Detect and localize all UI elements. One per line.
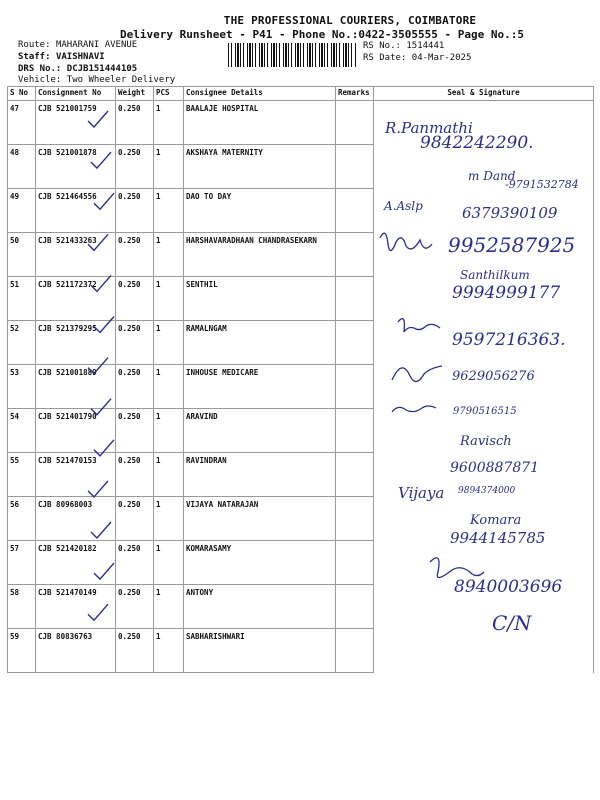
cell-consignee: RAMALNGAM xyxy=(184,321,336,365)
cell-sno: 57 xyxy=(8,541,36,585)
drs-label: DRS No.: xyxy=(18,64,62,74)
cell-sno: 48 xyxy=(8,145,36,189)
cell-sno: 49 xyxy=(8,189,36,233)
cell-signature xyxy=(374,233,594,277)
barcode-bar xyxy=(276,43,277,67)
cell-signature xyxy=(374,145,594,189)
vehicle-value: Two Wheeler Delivery xyxy=(66,75,176,85)
cell-remarks xyxy=(336,629,374,673)
barcode-bar xyxy=(243,43,244,67)
cell-weight: 0.250 xyxy=(116,541,154,585)
sig-51-name: Santhilkum xyxy=(460,268,530,282)
cell-signature xyxy=(374,189,594,233)
table-row xyxy=(8,629,594,673)
cell-pcs: 1 xyxy=(154,101,184,145)
barcode-bar xyxy=(285,43,287,67)
cell-remarks xyxy=(336,101,374,145)
barcode-bar xyxy=(231,43,232,67)
barcode-bar xyxy=(345,43,347,67)
barcode-bar xyxy=(283,43,284,67)
cell-consignee: RAVINDRAN xyxy=(184,453,336,497)
cell-pcs: 1 xyxy=(154,541,184,585)
cell-consignee: ARAVIND xyxy=(184,409,336,453)
rs-date-label: RS Date: xyxy=(363,53,407,63)
cell-weight: 0.250 xyxy=(116,365,154,409)
cell-signature xyxy=(374,365,594,409)
cell-remarks xyxy=(336,145,374,189)
cell-consignment: CJB 521379295 xyxy=(36,321,116,365)
barcode-bar xyxy=(247,43,248,67)
sig-47-name: R.Panmathi xyxy=(385,119,473,137)
company-title: THE PROFESSIONAL COURIERS, COIMBATORE xyxy=(223,14,477,27)
sig-55-name: Ravisch xyxy=(460,434,512,449)
barcode-bar xyxy=(348,43,349,67)
cell-signature xyxy=(374,101,594,145)
cell-sno: 52 xyxy=(8,321,36,365)
drs-line xyxy=(18,64,137,74)
cell-signature xyxy=(374,277,594,321)
table-row xyxy=(8,233,594,277)
runsheet-subtitle: Delivery Runsheet - P41 - Phone No.:0422-3505555 - Page No.:5 xyxy=(120,28,524,41)
cell-sno: 54 xyxy=(8,409,36,453)
cell-remarks xyxy=(336,409,374,453)
barcode-bar xyxy=(321,43,323,67)
sig-54-phone: 9790516515 xyxy=(453,406,517,417)
route-value: MAHARANI AVENUE xyxy=(55,40,138,50)
cell-consignment: CJB 521001878 xyxy=(36,145,116,189)
col-pcs-header: PCS xyxy=(154,87,184,101)
cell-weight: 0.250 xyxy=(116,453,154,497)
table-row xyxy=(8,145,594,189)
cell-signature xyxy=(374,541,594,585)
cell-weight: 0.250 xyxy=(116,189,154,233)
barcode-bar xyxy=(355,43,356,67)
table-row xyxy=(8,101,594,145)
cell-signature xyxy=(374,453,594,497)
cell-consignee: BAALAJE HOSPITAL xyxy=(184,101,336,145)
table-row xyxy=(8,541,594,585)
sig-55-phone: 9600887871 xyxy=(450,460,540,476)
cell-remarks xyxy=(336,541,374,585)
cell-pcs: 1 xyxy=(154,233,184,277)
barcode-bar xyxy=(339,43,340,67)
barcode-bar xyxy=(315,43,316,67)
cell-weight: 0.250 xyxy=(116,629,154,673)
cell-sno: 59 xyxy=(8,629,36,673)
table-row xyxy=(8,321,594,365)
cell-pcs: 1 xyxy=(154,365,184,409)
barcode-image xyxy=(228,43,356,67)
rs-date-line xyxy=(363,53,471,63)
cell-signature xyxy=(374,321,594,365)
col-consignee-header: Consignee Details xyxy=(184,87,336,101)
barcode-bar xyxy=(273,43,275,67)
barcode-bar xyxy=(228,43,229,67)
cell-pcs: 1 xyxy=(154,409,184,453)
barcode-bar xyxy=(267,43,268,67)
rs-no-value: 1514441 xyxy=(406,41,445,51)
vehicle-line xyxy=(18,75,175,85)
barcode-bar xyxy=(309,43,311,67)
sig-56-phone: 9894374000 xyxy=(458,486,516,496)
route-label: Route: xyxy=(18,40,51,50)
cell-consignee: HARSHAVARADHAAN CHANDRASEKARN xyxy=(184,233,336,277)
sig-49-name-b: A.Aslp xyxy=(384,199,423,213)
rs-date-value: 04-Mar-2025 xyxy=(411,53,472,63)
cell-consignee: SENTHIL xyxy=(184,277,336,321)
sig-49-phone-b: 6379390109 xyxy=(462,204,558,222)
cell-pcs: 1 xyxy=(154,453,184,497)
cell-remarks xyxy=(336,365,374,409)
cell-sno: 51 xyxy=(8,277,36,321)
cell-sno: 50 xyxy=(8,233,36,277)
cell-weight: 0.250 xyxy=(116,233,154,277)
cell-consignment: CJB 80836763 xyxy=(36,629,116,673)
staff-label: Staff: xyxy=(18,52,51,62)
staff-line xyxy=(18,52,105,62)
table-row xyxy=(8,497,594,541)
cell-remarks xyxy=(336,189,374,233)
cell-pcs: 1 xyxy=(154,585,184,629)
table-row xyxy=(8,409,594,453)
barcode-bar xyxy=(343,43,344,67)
cell-consignee: VIJAYA NATARAJAN xyxy=(184,497,336,541)
barcode-bar xyxy=(237,43,239,67)
cell-sno: 53 xyxy=(8,365,36,409)
sig-58-phone: 8940003696 xyxy=(454,577,563,597)
cell-remarks xyxy=(336,453,374,497)
drs-value: DCJB151444105 xyxy=(66,64,138,74)
table-row xyxy=(8,189,594,233)
cell-consignment: CJB 521001889 xyxy=(36,365,116,409)
barcode-bar xyxy=(300,43,301,67)
barcode-bar xyxy=(279,43,280,67)
barcode-bar xyxy=(271,43,272,67)
col-remarks-header: Remarks xyxy=(336,87,374,101)
barcode-bar xyxy=(261,43,263,67)
cell-consignee: ANTONY xyxy=(184,585,336,629)
barcode-bar xyxy=(333,43,335,67)
cell-consignment: CJB 521464556 xyxy=(36,189,116,233)
table-row xyxy=(8,585,594,629)
cell-consignee: AKSHAYA MATERNITY xyxy=(184,145,336,189)
barcode-bar xyxy=(327,43,328,67)
cell-sno: 56 xyxy=(8,497,36,541)
table-row xyxy=(8,277,594,321)
sig-57-phone: 9944145785 xyxy=(450,529,546,547)
barcode-bar xyxy=(319,43,320,67)
sig-56-name: Vijaya xyxy=(398,484,445,502)
cell-consignment: CJB 521470153 xyxy=(36,453,116,497)
cell-weight: 0.250 xyxy=(116,145,154,189)
table-header-row xyxy=(8,87,594,101)
cell-sno: 47 xyxy=(8,101,36,145)
barcode-bar xyxy=(240,43,241,67)
cell-remarks xyxy=(336,321,374,365)
cell-pcs: 1 xyxy=(154,145,184,189)
cell-signature xyxy=(374,629,594,673)
sig-50-phone: 9952587925 xyxy=(448,233,576,257)
cell-pcs: 1 xyxy=(154,321,184,365)
cell-consignee: INHOUSE MEDICARE xyxy=(184,365,336,409)
barcode-bar xyxy=(331,43,332,67)
cell-pcs: 1 xyxy=(154,497,184,541)
sig-49-name-a: m Dand xyxy=(468,169,516,183)
barcode-bar xyxy=(252,43,253,67)
cell-signature xyxy=(374,409,594,453)
vehicle-label: Vehicle: xyxy=(18,75,62,85)
barcode-bar xyxy=(312,43,313,67)
barcode-bar xyxy=(297,43,299,67)
runsheet-table xyxy=(7,86,594,673)
sig-53-phone: 9629056276 xyxy=(452,369,535,384)
cell-pcs: 1 xyxy=(154,277,184,321)
cell-remarks xyxy=(336,497,374,541)
barcode-bar xyxy=(295,43,296,67)
cell-consignee: SABHARISHWARI xyxy=(184,629,336,673)
barcode-bar xyxy=(351,43,352,67)
cell-weight: 0.250 xyxy=(116,409,154,453)
barcode-bar xyxy=(259,43,260,67)
cell-consignee: DAO TO DAY xyxy=(184,189,336,233)
route-line xyxy=(18,40,137,50)
cell-signature xyxy=(374,497,594,541)
sig-51-phone: 9994999177 xyxy=(452,283,561,303)
cell-weight: 0.250 xyxy=(116,277,154,321)
cell-weight: 0.250 xyxy=(116,585,154,629)
cell-remarks xyxy=(336,277,374,321)
barcode-bar xyxy=(288,43,289,67)
cell-pcs: 1 xyxy=(154,189,184,233)
cell-consignment: CJB 521433263 xyxy=(36,233,116,277)
barcode-bar xyxy=(255,43,256,67)
cell-sno: 55 xyxy=(8,453,36,497)
barcode-bar xyxy=(303,43,304,67)
cell-remarks xyxy=(336,585,374,629)
rs-no-label: RS No.: xyxy=(363,41,401,51)
cell-remarks xyxy=(336,233,374,277)
col-consignment-header: Consignment No xyxy=(36,87,116,101)
cell-pcs: 1 xyxy=(154,629,184,673)
barcode-bar xyxy=(336,43,337,67)
table-row xyxy=(8,453,594,497)
cell-weight: 0.250 xyxy=(116,321,154,365)
table-row xyxy=(8,365,594,409)
cell-signature xyxy=(374,585,594,629)
cell-consignee: KOMARASAMY xyxy=(184,541,336,585)
col-sno-header: S No xyxy=(8,87,36,101)
barcode-bar xyxy=(235,43,236,67)
barcode-bar xyxy=(249,43,251,67)
staff-value: VAISHNAVI xyxy=(55,52,105,62)
col-signature-header: Seal & Signature xyxy=(374,87,594,101)
sig-47-phone: 9842242290. xyxy=(420,133,534,153)
sig-57-name: Komara xyxy=(470,513,522,528)
cell-consignment: CJB 80968003 xyxy=(36,497,116,541)
barcode-bar xyxy=(291,43,292,67)
barcode-bar xyxy=(307,43,308,67)
sig-59-mark: C/N xyxy=(492,611,532,635)
sig-52-phone: 9597216363. xyxy=(452,330,566,350)
cell-weight: 0.250 xyxy=(116,497,154,541)
rs-no-line xyxy=(363,41,444,51)
sig-49-phone-a: -9791532784 xyxy=(505,178,579,191)
cell-consignment: CJB 521001759 xyxy=(36,101,116,145)
barcode-bar xyxy=(324,43,325,67)
col-weight-header: Weight xyxy=(116,87,154,101)
cell-consignment: CJB 521470149 xyxy=(36,585,116,629)
cell-weight: 0.250 xyxy=(116,101,154,145)
cell-consignment: CJB 521172372 xyxy=(36,277,116,321)
cell-sno: 58 xyxy=(8,585,36,629)
barcode-bar xyxy=(264,43,265,67)
cell-consignment: CJB 521401790 xyxy=(36,409,116,453)
cell-consignment: CJB 521420182 xyxy=(36,541,116,585)
